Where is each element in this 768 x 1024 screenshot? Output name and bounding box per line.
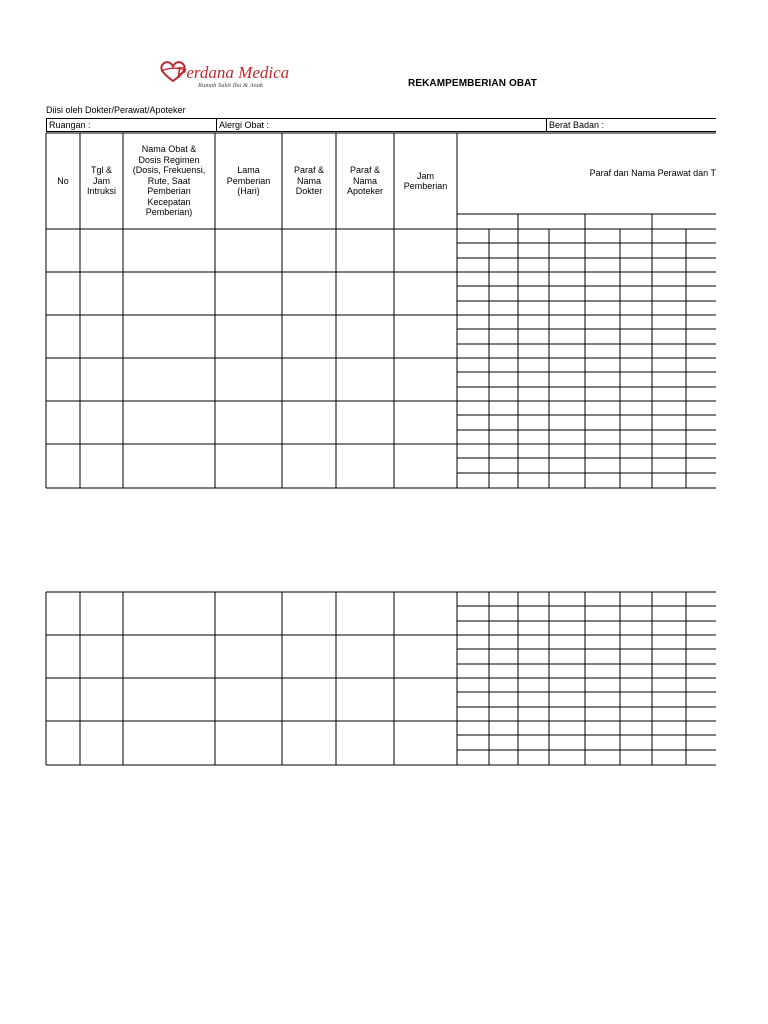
header-nama-obat: Nama Obat & Dosis Regimen (Dosis, Frekuensi, Rute, Saat Pemberian Kecepatan Pemberian) <box>132 144 206 218</box>
header-paraf-perawat: Paraf dan Nama Perawat dan T <box>589 168 716 178</box>
ruangan-label: Ruangan : <box>49 120 91 130</box>
logo-brand: Perdana Medica <box>176 63 290 82</box>
berat-badan-label: Berat Badan : <box>549 120 605 130</box>
header-paraf-apoteker: Paraf & Nama Apoteker <box>346 165 384 197</box>
page-title: REKAMPEMBERIAN OBAT <box>408 78 537 89</box>
header-tgl-jam: Tgl & Jam Intruksi <box>86 165 116 197</box>
alergi-label: Alergi Obat : <box>219 120 270 130</box>
header-no: No <box>57 175 69 186</box>
header-lama-pemberian: Lama Pemberian (Hari) <box>226 165 271 197</box>
header-paraf-dokter: Paraf & Nama Dokter <box>293 165 324 197</box>
logo-tagline: Rumah Sakit Ibu & Anak <box>198 82 263 89</box>
filled-by-note: Diisi oleh Dokter/Perawat/Apoteker <box>46 105 186 115</box>
header-jam-pemberian: Jam Pemberian <box>403 170 448 191</box>
